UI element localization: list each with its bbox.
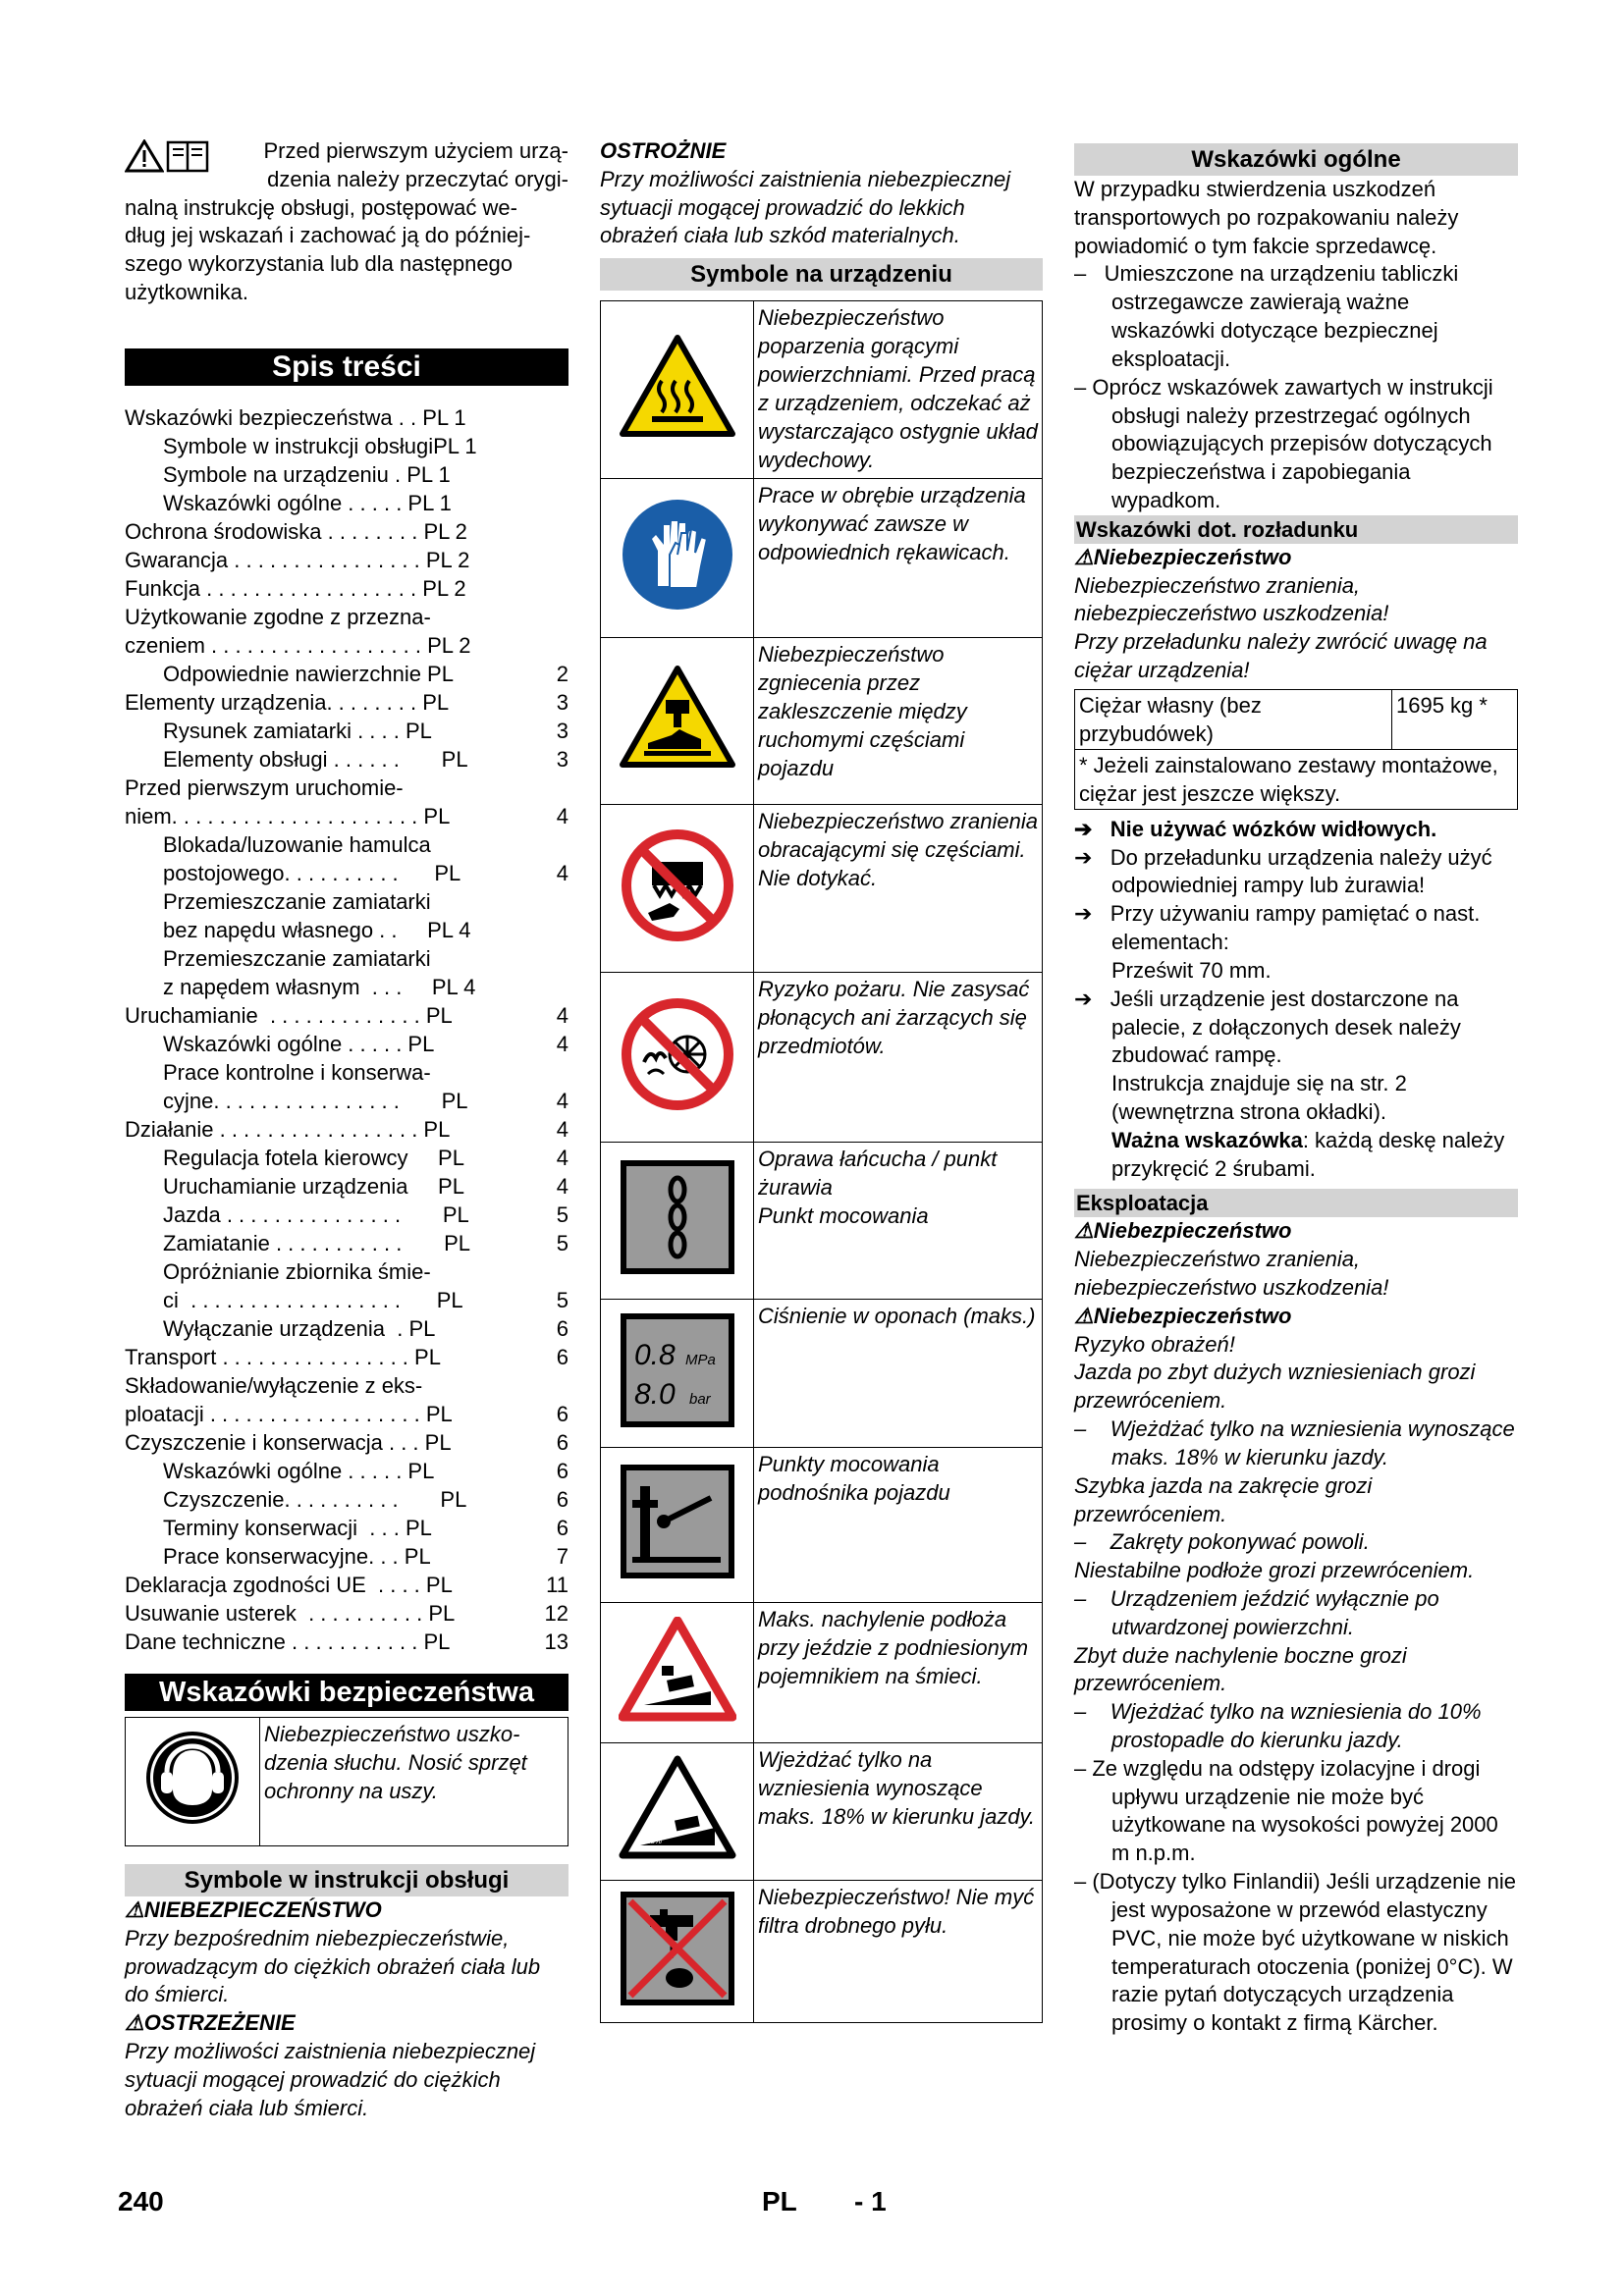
warning-title: ⚠OSTRZEŻENIE (125, 2010, 296, 2036)
toc-entry-page: 4 (556, 803, 568, 828)
arrow-icon: ➔ (1074, 986, 1093, 1011)
toc-entry-page: 5 (556, 1287, 568, 1312)
toc-entry-page: 12 (544, 1600, 568, 1626)
toc-entry-page: 4 (556, 1088, 568, 1113)
intro-line: szego wykorzystania lub dla następnego (125, 251, 514, 277)
toc-entry-page (523, 774, 568, 802)
toc-entry-page: 3 (556, 718, 568, 743)
unloading-danger-text-2: Przy przeładunku należy zwrócić uwagę na ciężar urządzenia! (1074, 629, 1488, 682)
toc-entry-page (523, 574, 568, 603)
hearing-icon-cell (126, 1717, 260, 1845)
toc-title: Spis treści (125, 348, 568, 386)
slope-18-warning-icon (619, 1755, 736, 1861)
toc-entry-page: 4 (556, 1173, 568, 1199)
toc-entry-page: 2 (556, 661, 568, 686)
toc-entry (125, 1229, 568, 1257)
important-note (1074, 1127, 1518, 1184)
svg-text:%: % (647, 1695, 655, 1705)
toc-entry-text: Czyszczenie. . . . . . . . . . PL (163, 1486, 467, 1512)
toc-entry-page: 6 (556, 1429, 568, 1455)
toc-entry-page (523, 546, 568, 574)
toc-entry (125, 1257, 568, 1286)
weight-label: Ciężar własny (bez przybudówek) (1075, 689, 1392, 749)
toc-entry-page (523, 1257, 568, 1286)
symbol-text (754, 1143, 1043, 1300)
weight-value: 1695 kg * (1392, 689, 1518, 749)
column-middle (600, 137, 1043, 2023)
table-row (601, 1603, 1043, 1743)
operation-danger-1-label: ⚠Niebezpieczeństwo (1074, 1218, 1292, 1244)
table-row (601, 479, 1043, 638)
toc-entry-page: 4 (556, 1031, 568, 1056)
toc-entry-text: Przed pierwszym uruchomie- (125, 774, 404, 800)
toc-entry-page (523, 916, 568, 944)
toc-entry-page: 6 (556, 1486, 568, 1512)
chain-text-1: Oprawa łańcucha / punkt żurawia (758, 1147, 998, 1201)
toc-entry-page (523, 973, 568, 1001)
toc-entry-text: bez napędu własnego . . PL 4 (163, 917, 471, 942)
table-row (601, 973, 1043, 1143)
toc-entry (125, 859, 568, 887)
toc-entry-page: 4 (556, 1002, 568, 1028)
toc-entry-text: niem. . . . . . . . . . . . . . . . . . . . . PL (125, 803, 451, 828)
toc-entry (125, 489, 568, 517)
symbol-text: Niebezpieczeństwo zgniecenia przez zakleszczenie między ruchomymi częściami pojazdu (754, 638, 1043, 805)
jack-point-icon (617, 1461, 738, 1582)
toc-entry (125, 944, 568, 973)
toc-entry-text: Rysunek zamiatarki . . . . PL (163, 718, 432, 743)
toc-entry-text: Deklaracja zgodności UE . . . . PL (125, 1572, 453, 1597)
table-row (601, 638, 1043, 805)
operation-item-2-text: Zakręty pokonywać powoli. (1110, 1529, 1370, 1555)
hot-surface-warning-icon (619, 334, 736, 440)
arrow-icon: ➔ (1074, 901, 1093, 927)
toc-entry-page: 6 (556, 1458, 568, 1483)
toc-entry-page: 6 (556, 1515, 568, 1540)
operation-text-2: Szybka jazda na zakręcie grozi przewróceniem. (1074, 1472, 1373, 1526)
toc-entry-text: Elementy obsługi . . . . . . PL (163, 746, 468, 772)
hearing-text: Niebezpieczeństwo uszko-dzenia słuchu. Nosić sprzęt ochronny na uszy. (260, 1717, 568, 1845)
toc-entry-text: Czyszczenie i konserwacja . . . PL (125, 1429, 452, 1455)
toc-entry-text: Usuwanie usterek . . . . . . . . . . PL (125, 1600, 456, 1626)
toc-entry-page: 5 (556, 1201, 568, 1227)
tyre-pressure-icon (617, 1309, 738, 1431)
unloading-danger-label: ⚠Niebezpieczeństwo (1074, 544, 1292, 569)
hearing-protection-table (125, 1717, 568, 1846)
operation-item-5-text: Ze względu na odstępy izolacyjne i drogi upływu urządzenie nie może być użytkowane na wysokości powyżej 2000 m n.p.m. (1092, 1755, 1498, 1866)
general-item-2-text: Oprócz wskazówek zawartych w instrukcji obsługi należy przestrzegać ogólnych obowiązujących przepisów dotyczących bezpieczeństwa i zapobiegania wypadkom. (1092, 374, 1493, 512)
toc-entry-text: Przemieszczanie zamiatarki (163, 945, 431, 971)
toc-entry (125, 1115, 568, 1144)
unloading-title: Wskazówki dot. rozładunku (1074, 515, 1518, 544)
device-symbols-title: Symbole na urządzeniu (600, 258, 1043, 291)
toc-entry (125, 745, 568, 774)
operation-title: Eksploatacja (1074, 1189, 1518, 1217)
general-item-1-text: Umieszczone na urządzeniu tabliczki ostrzegawcze zawierają ważne wskazówki dotyczące bezpiecznej eksploatacji. (1104, 261, 1459, 371)
pressure-top-unit: MPa (684, 1351, 716, 1368)
operation-danger-2-text-2: Jazda po zbyt dużych wzniesieniach grozi przewróceniem. (1074, 1360, 1476, 1414)
symbol-text: Ryzyko pożaru. Nie zasysać płonących ani żarzących się przedmiotów. (754, 973, 1043, 1143)
general-item-2: – Oprócz wskazówek zawartych w instrukcji obsługi należy przestrzegać ogólnych obowiązujących przepisów dotyczących bezpieczeństwa i zapobiegania wypadkom. (1074, 374, 1493, 512)
device-symbols-table (600, 300, 1043, 2023)
icon-cell (601, 1143, 754, 1300)
toc-entry-text: Elementy urządzenia. . . . . . . . PL (125, 689, 450, 715)
danger-text: Przy bezpośrednim niebezpieczeństwie, prowadzącym do ciężkich obrażeń ciała lub do śmierci. (125, 1925, 541, 2007)
toc-entry (125, 1457, 568, 1485)
arrow-item-1-text: Nie używać wózków widłowych. (1110, 816, 1437, 841)
toc-entry (125, 1172, 568, 1201)
manual-symbols-title: Symbole w instrukcji obsługi (125, 1864, 568, 1896)
toc-entry-text: Przemieszczanie zamiatarki (163, 888, 431, 914)
footer-language: PL (762, 2186, 797, 2216)
weight-table (1074, 689, 1518, 810)
intro-line: Przed pierwszym użyciem urzą- (263, 138, 568, 163)
toc-entry-page: 5 (556, 1230, 568, 1255)
toc-entry-text: Terminy konserwacji . . . PL (163, 1515, 432, 1540)
safety-title: Wskazówki bezpieczeństwa (125, 1674, 568, 1711)
ear-protection-icon (143, 1729, 242, 1827)
slope-raised-hopper-warning-icon (619, 1617, 736, 1723)
toc-entry-text: Opróżnianie zbiornika śmie- (163, 1258, 431, 1284)
toc-entry-page: 4 (556, 1145, 568, 1170)
no-water-filter-icon (617, 1888, 738, 2009)
toc-entry-text: Uruchamianie . . . . . . . . . . . . . PL (125, 1002, 453, 1028)
toc-entry-text: Odpowiednie nawierzchnie PL (163, 661, 454, 686)
toc-entry-text: Symbole w instrukcji obsługiPL 1 (163, 433, 477, 458)
toc-entry-page: 7 (556, 1543, 568, 1569)
general-intro: W przypadku stwierdzenia uszkodzeń transportowych po rozpakowaniu należy powiadomić o tym fakcie sprzedawcę. (1074, 177, 1459, 258)
toc-entry (125, 1571, 568, 1599)
arrow-item-4-text: Jeśli urządzenie jest dostarczone na palecie, z dołączonych desek należy zbudować rampę. (1110, 986, 1461, 1068)
operation-item-1: – Wjeżdżać tylko na wzniesienia wynoszące maks. 18% w kierunku jazdy. (1074, 1416, 1515, 1469)
toc-entry-page: 6 (556, 1344, 568, 1369)
toc-entry (125, 432, 568, 460)
general-title: Wskazówki ogólne (1074, 143, 1518, 176)
intro-line: dzenia należy przeczytać orygi- (267, 166, 568, 191)
toc-entry-page (523, 1371, 568, 1400)
operation-item-6-text: (Dotyczy tylko Finlandii) Jeśli urządzenie nie jest wyposażone w przewód elastyczny PVC, nie może być użytkowane w niskich temperaturach otoczenia (poniżej 0°C). W razie pytań dotyczących urządzenia prosimy o kontakt z firmą Kärcher. (1092, 1869, 1516, 2036)
toc-entry-text: postojowego. . . . . . . . . . PL (163, 860, 461, 885)
symbol-text: Niebezpieczeństwo! Nie myć filtra drobnego pyłu. (754, 1881, 1043, 2023)
operation-item-1-text: Wjeżdżać tylko na wzniesienia wynoszące maks. 18% w kierunku jazdy. (1110, 1416, 1515, 1469)
pressure-bottom-value: 8.0 (633, 1377, 676, 1411)
intro-notice (125, 137, 568, 307)
operation-danger-1-text: Niebezpieczeństwo zranienia, niebezpieczeństwo uszkodzenia! (1074, 1247, 1389, 1300)
general-item-1: – Umieszczone na urządzeniu tabliczki ostrzegawcze zawierają ważne wskazówki dotyczące bezpiecznej eksploatacji. (1074, 261, 1459, 371)
operation-item-6: – (Dotyczy tylko Finlandii) Jeśli urządzenie nie jest wyposażone w przewód elastyczny PVC, nie może być użytkowane w niskich temperaturach otoczenia (poniżej 0°C). W razie pytań dotyczących urządzenia prosimy o kontakt z firmą Kärcher. (1074, 1869, 1516, 2036)
toc-entry-page: 4 (556, 860, 568, 885)
danger-title: ⚠NIEBEZPIECZEŃSTWO (125, 1896, 382, 1922)
toc-entry-text: Dane techniczne . . . . . . . . . . . PL (125, 1629, 451, 1654)
toc-entry (125, 1371, 568, 1400)
toc-entry-text: Wskazówki ogólne . . . . . PL (163, 1031, 435, 1056)
toc-entry (125, 774, 568, 802)
symbol-text: Punkty mocowania podnośnika pojazdu (754, 1448, 1043, 1603)
gloves-mandatory-icon (619, 496, 736, 614)
toc-entry (125, 546, 568, 574)
toc-entry-text: Prace konserwacyjne. . . PL (163, 1543, 431, 1569)
warning-text: Przy możliwości zaistnienia niebezpiecznej sytuacji mogącej prowadzić do ciężkich obrażeń ciała lub śmierci. (125, 2038, 536, 2120)
toc-entry (125, 830, 568, 859)
table-row (601, 1881, 1043, 2023)
toc-entry (125, 631, 568, 660)
toc-entry (125, 1001, 568, 1030)
toc-entry (125, 1058, 568, 1087)
icon-cell (601, 805, 754, 973)
toc-entry (125, 574, 568, 603)
arrow-item-3-text: Przy używaniu rampy pamiętać o nast. elementach: (1110, 901, 1481, 955)
chain-text-2: Punkt mocowania (758, 1203, 929, 1229)
fire-prohibition-icon (619, 995, 736, 1113)
caution-title: OSTROŻNIE (600, 138, 727, 163)
toc-entry-page (523, 460, 568, 489)
toc-entry-text: Wskazówki ogólne . . . . . PL (163, 1458, 435, 1483)
symbol-text: Niebezpieczeństwo poparzenia gorącymi powierzchniami. Przed pracą z urządzeniem, odczekać aż wystarczająco ostygnie układ wydechowy. (754, 301, 1043, 479)
toc-entry-page (523, 403, 568, 432)
toc-entry-page: 13 (544, 1629, 568, 1654)
operation-text-3: Niestabilne podłoże grozi przewróceniem. (1074, 1558, 1475, 1583)
toc-entry-text: Zamiatanie . . . . . . . . . . . PL (163, 1230, 470, 1255)
toc-entry (125, 887, 568, 916)
toc-entry-text: Symbole na urządzeniu . PL 1 (163, 461, 451, 487)
pressure-bottom-unit: bar (688, 1390, 711, 1408)
toc-entry-page (523, 517, 568, 546)
footer-page-index: - 1 (854, 2186, 887, 2216)
icon-cell (601, 1603, 754, 1743)
table-of-contents (125, 403, 568, 1656)
icon-cell (601, 638, 754, 805)
toc-entry-text: Gwarancja . . . . . . . . . . . . . . . . PL 2 (125, 547, 470, 572)
toc-entry (125, 1628, 568, 1656)
toc-entry (125, 1030, 568, 1058)
important-label: Ważna wskazówka (1111, 1127, 1303, 1152)
toc-entry (125, 660, 568, 688)
toc-entry-page: 3 (556, 689, 568, 715)
toc-entry-text: Funkcja . . . . . . . . . . . . . . . . . . PL 2 (125, 575, 466, 601)
toc-entry-page (523, 887, 568, 916)
table-row (601, 1743, 1043, 1881)
arrow-icon: ➔ (1074, 844, 1093, 870)
toc-entry (125, 802, 568, 830)
toc-entry (125, 1514, 568, 1542)
toc-entry (125, 1485, 568, 1514)
toc-entry-text: Użytkowanie zgodne z przezna- (125, 604, 431, 629)
operation-item-2: – Zakręty pokonywać powoli. (1074, 1529, 1370, 1555)
symbol-text: Ciśnienie w oponach (maks.) (754, 1300, 1043, 1448)
intro-line: użytkownika. (125, 280, 248, 305)
toc-entry-text: Jazda . . . . . . . . . . . . . . . PL (163, 1201, 469, 1227)
intro-icons (125, 139, 209, 173)
page-number: 240 (118, 2186, 164, 2216)
symbol-text: Wjeżdżać tylko na wzniesienia wynoszące maks. 18% w kierunku jazdy. (754, 1743, 1043, 1881)
toc-entry-text: Regulacja fotela kierowcy PL (163, 1145, 464, 1170)
toc-entry (125, 1087, 568, 1115)
intro-line: dług jej wskazań i zachować ją do później- (125, 223, 531, 248)
operation-danger-2-text-1: Ryzyko obrażeń! (1074, 1331, 1235, 1357)
operation-item-4-text: Wjeżdżać tylko na wzniesienia do 10% prostopadle do kierunku jazdy. (1110, 1699, 1482, 1752)
toc-entry (125, 1542, 568, 1571)
toc-entry-text: Wskazówki ogólne . . . . . PL 1 (163, 490, 452, 515)
toc-entry (125, 517, 568, 546)
icon-cell (601, 1881, 754, 2023)
toc-entry (125, 688, 568, 717)
toc-entry (125, 973, 568, 1001)
toc-entry (125, 916, 568, 944)
svg-text:18%: 18% (645, 1837, 662, 1846)
operation-item-3-text: Urządzeniem jeździć wyłącznie po utwardzonej powierzchni. (1110, 1585, 1439, 1639)
icon-cell (601, 479, 754, 638)
intro-line: nalną instrukcję obsługi, postępować we- (125, 194, 517, 220)
table-row (1075, 749, 1518, 809)
table-row (126, 1717, 568, 1845)
important-text: : każdą deskę należy przykręcić 2 śrubami. (1111, 1127, 1505, 1181)
toc-entry (125, 717, 568, 745)
toc-entry (125, 1286, 568, 1314)
toc-entry-page (523, 603, 568, 631)
icon-cell (601, 1300, 754, 1448)
arrow-item-2 (1074, 844, 1518, 901)
operation-text-4: Zbyt duże nachylenie boczne grozi przewróceniem. (1074, 1642, 1407, 1696)
toc-entry-text: Uruchamianie urządzenia PL (163, 1173, 464, 1199)
toc-entry (125, 1201, 568, 1229)
toc-entry-page (523, 631, 568, 660)
arrow-item-3 (1074, 900, 1518, 957)
rotating-parts-prohibition-icon (619, 827, 736, 944)
toc-entry-page (523, 830, 568, 859)
operation-danger-2-label: ⚠Niebezpieczeństwo (1074, 1303, 1292, 1328)
toc-entry-text: czeniem . . . . . . . . . . . . . . . . . . PL 2 (125, 632, 471, 658)
column-right (1074, 143, 1518, 2038)
toc-entry (125, 1400, 568, 1428)
operation-item-3: – Urządzeniem jeździć wyłącznie po utwardzonej powierzchni. (1074, 1585, 1439, 1639)
table-row (601, 1300, 1043, 1448)
toc-entry (125, 1314, 568, 1343)
arrow-item-4-sub: Instrukcja znajduje się na str. 2 (wewnętrzna strona okładki). (1111, 1071, 1407, 1124)
table-row (601, 805, 1043, 973)
toc-entry (125, 460, 568, 489)
symbol-text: Maks. nachylenie podłoża przy jeździe z podniesionym pojemnikiem na śmieci. (754, 1603, 1043, 1743)
chain-mount-icon (617, 1156, 738, 1278)
toc-entry-page: 3 (556, 746, 568, 772)
table-row (1075, 689, 1518, 749)
toc-entry (125, 1599, 568, 1628)
toc-entry-text: Składowanie/wyłączenie z eks- (125, 1372, 423, 1398)
warning-triangle-icon (125, 139, 164, 173)
icon-cell (601, 301, 754, 479)
caution-text: Przy możliwości zaistnienia niebezpiecznej sytuacji mogącej prowadzić do lekkich obrażeń ciała lub szkód materialnych. (600, 166, 1011, 248)
toc-entry-text: Wskazówki bezpieczeństwa . . PL 1 (125, 404, 466, 430)
toc-entry-page: 6 (556, 1401, 568, 1426)
toc-entry-page: 4 (556, 1116, 568, 1142)
toc-entry-text: Transport . . . . . . . . . . . . . . . . PL (125, 1344, 441, 1369)
table-row (601, 1143, 1043, 1300)
symbol-text: Prace w obrębie urządzenia wykonywać zawsze w odpowiednich rękawicach. (754, 479, 1043, 638)
toc-entry-page (523, 1058, 568, 1087)
icon-cell (601, 1448, 754, 1603)
toc-entry-text: ploatacji . . . . . . . . . . . . . . . . . . PL (125, 1401, 453, 1426)
weight-note: * Jeżeli zainstalowano zestawy montażowe, ciężar jest jeszcze większy. (1075, 749, 1518, 809)
toc-entry (125, 1428, 568, 1457)
toc-entry (125, 603, 568, 631)
icon-cell (601, 973, 754, 1143)
toc-entry (125, 1144, 568, 1172)
arrow-item-4 (1074, 986, 1518, 1070)
crush-hazard-icon (619, 665, 736, 771)
toc-entry-text: Ochrona środowiska . . . . . . . . PL 2 (125, 518, 467, 544)
toc-entry-text: ci . . . . . . . . . . . . . . . . . . PL (163, 1287, 463, 1312)
pressure-top-value: 0.8 (633, 1338, 676, 1371)
toc-entry-page: 11 (546, 1572, 568, 1597)
arrow-item-3-sub: Prześwit 70 mm. (1111, 957, 1272, 983)
symbol-text: Niebezpieczeństwo zranienia obracającymi się częściami. Nie dotykać. (754, 805, 1043, 973)
toc-entry-page (523, 489, 568, 517)
arrow-icon: ➔ (1074, 816, 1093, 841)
operation-item-5: – Ze względu na odstępy izolacyjne i drogi upływu urządzenie nie może być użytkowane na wysokości powyżej 2000 m n.p.m. (1074, 1755, 1498, 1866)
unloading-danger-text-1: Niebezpieczeństwo zranienia, niebezpieczeństwo uszkodzenia! (1074, 572, 1389, 626)
column-left (125, 137, 568, 2122)
table-row (601, 1448, 1043, 1603)
toc-entry-page (523, 432, 568, 460)
toc-entry-text: Wyłączanie urządzenia . PL (163, 1315, 436, 1341)
arrow-item-2-text: Do przeładunku urządzenia należy użyć odpowiedniej rampy lub żurawia! (1110, 844, 1492, 898)
toc-entry-page (523, 944, 568, 973)
toc-entry-text: Blokada/luzowanie hamulca (163, 831, 431, 857)
toc-entry-text: Prace kontrolne i konserwa- (163, 1059, 431, 1085)
icon-cell (601, 1743, 754, 1881)
toc-entry-page: 6 (556, 1315, 568, 1341)
toc-entry-text: cyjne. . . . . . . . . . . . . . . . PL (163, 1088, 468, 1113)
toc-entry (125, 1343, 568, 1371)
manual-book-icon (166, 139, 209, 173)
arrow-item-1 (1074, 816, 1518, 844)
operation-item-4: – Wjeżdżać tylko na wzniesienia do 10% prostopadle do kierunku jazdy. (1074, 1699, 1482, 1752)
toc-entry-text: Działanie . . . . . . . . . . . . . . . . . PL (125, 1116, 451, 1142)
table-row (601, 301, 1043, 479)
toc-entry-text: z napędem własnym . . . PL 4 (163, 974, 476, 999)
toc-entry (125, 403, 568, 432)
